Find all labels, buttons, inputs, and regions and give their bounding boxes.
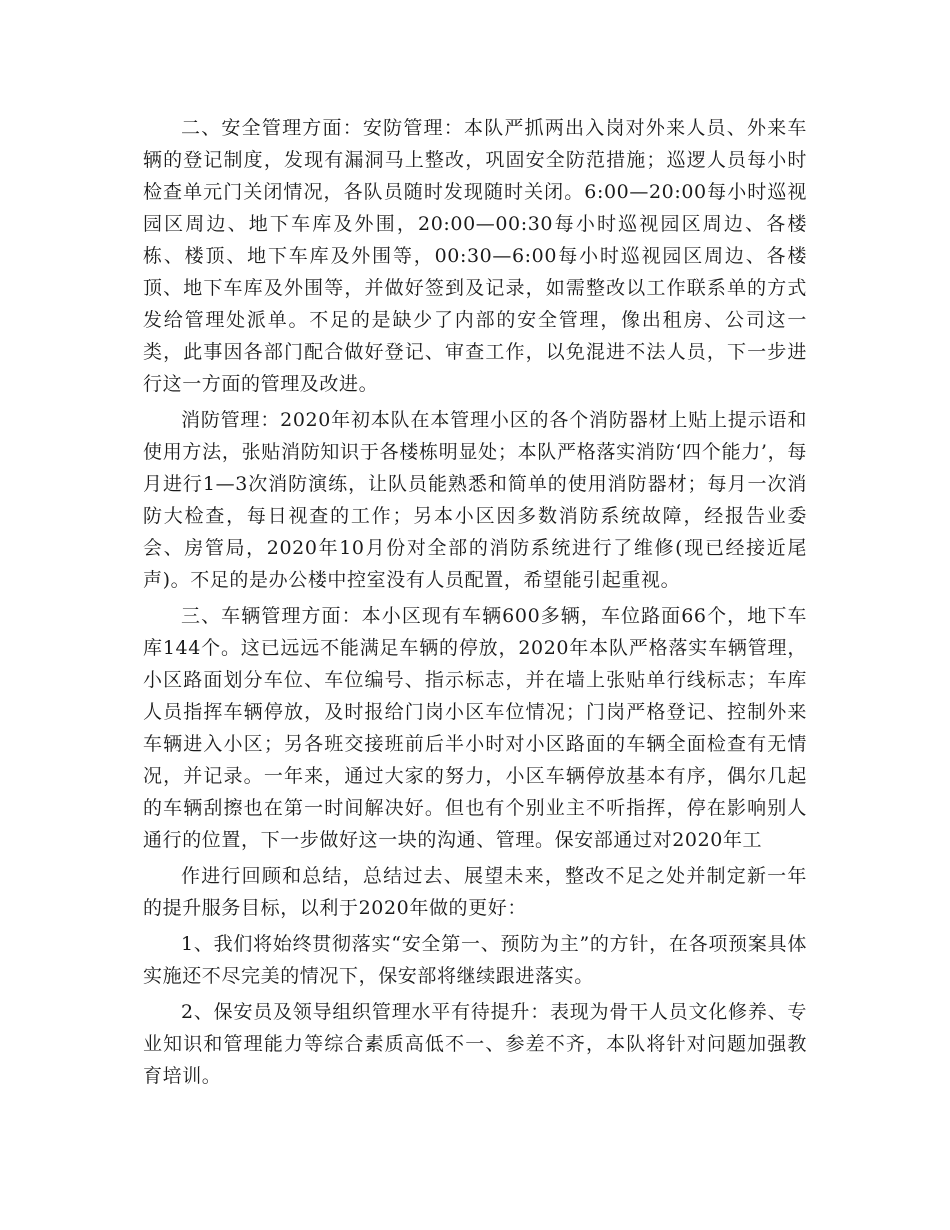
paragraph-item-2: 2、保安员及领导组织管理水平有待提升：表现为骨干人员文化修养、专业知识和管理能力等综合素质高低不一、参差不齐，本队将针对问题加强教育培训。 xyxy=(143,1001,807,1087)
paragraph-item-1: 1、我们将始终贯彻落实“安全第一、预防为主”的方针，在各项预案具体实施还不尽完美的情况下，保安部将继续跟进落实。 xyxy=(143,933,807,987)
paragraph-review-summary: 作进行回顾和总结，总结过去、展望未来，整改不足之处并制定新一年的提升服务目标，以利于2020年做的更好： xyxy=(143,865,807,919)
paragraph-vehicle-management: 三、车辆管理方面：本小区现有车辆600多辆，车位路面66个，地下车库144个。这已远远不能满足车辆的停放，2020年本队严格落实车辆管理，小区路面划分车位、车位编号、指示标志，并在墙上张贴单行线标志；车库人员指挥车辆停放，及时报给门岗小区车位情况；门岗严格登记、控制外来车辆进入小区；另各班交接班前后半小时对小区路面的车辆全面检查有无情况，并记录。一年来，通过大家的努力，小区车辆停放基本有序，偶尔几起的车辆刮擦也在第一时间解决好。但也有个别业主不听指挥，停在影响别人通行的位置，下一步做好这一块的沟通、管理。保安部通过对2020年工 xyxy=(143,605,807,851)
paragraph-fire-management: 消防管理：2020年初本队在本管理小区的各个消防器材上贴上提示语和使用方法，张贴消防知识于各楼栋明显处；本队严格落实消防‘四个能力’，每月进行1—3次消防演练，让队员能熟悉和简单的使用消防器材；每月一次消防大检查，每日视查的工作；另本小区因多数消防系统故障，经报告业委会、房管局，2020年10月份对全部的消防系统进行了维修(现已经接近尾声)。不足的是办公楼中控室没有人员配置，希望能引起重视。 xyxy=(143,409,807,591)
paragraph-security-management: 二、安全管理方面：安防管理：本队严抓两出入岗对外来人员、外来车辆的登记制度，发现有漏洞马上整改，巩固安全防范措施；巡逻人员每小时检查单元门关闭情况，各队员随时发现随时关闭。6:00—20:00每小时巡视园区周边、地下车库及外围，20:00—00:30每小时巡视园区周边、各楼栋、楼顶、地下车库及外围等，00:30—6:00每小时巡视园区周边、各楼顶、地下车库及外围等，并做好签到及记录，如需整改以工作联系单的方式发给管理处派单。不足的是缺少了内部的安全管理，像出租房、公司这一类，此事因各部门配合做好登记、审查工作，以免混进不法人员，下一步进行这一方面的管理及改进。 xyxy=(143,117,807,395)
document-body xyxy=(143,112,807,1096)
